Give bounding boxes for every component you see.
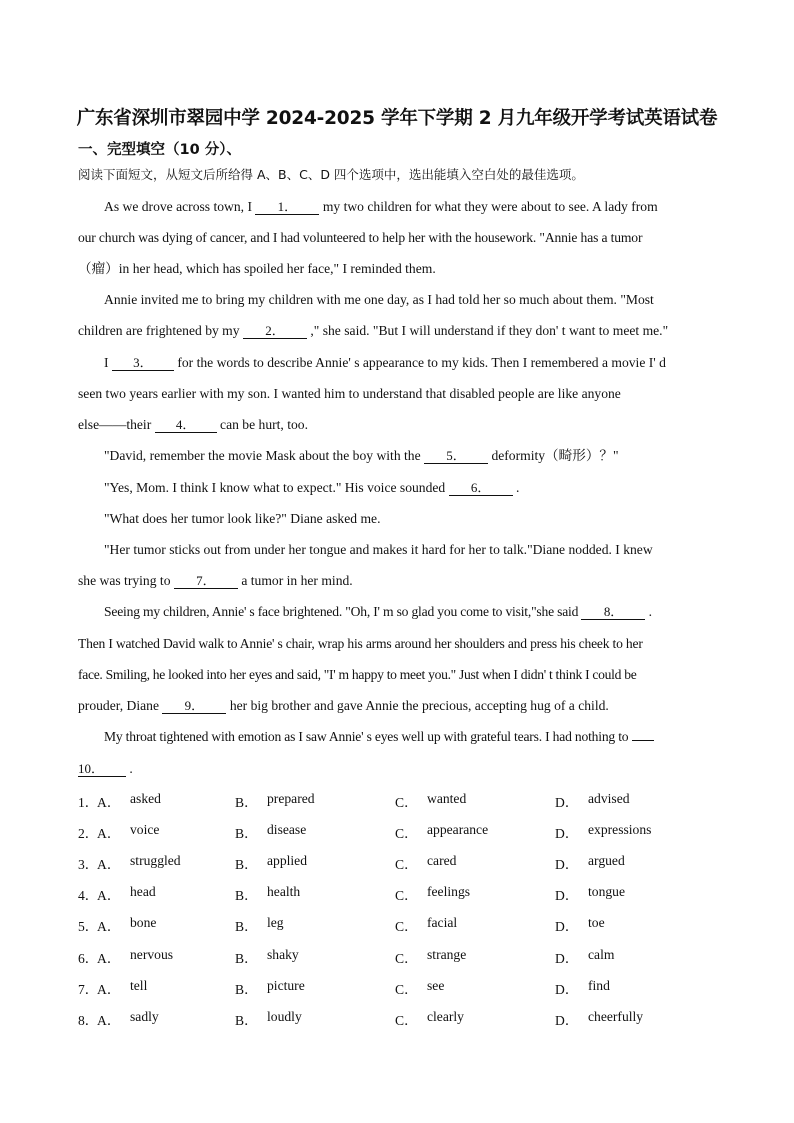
- blank-8: 8．: [581, 604, 645, 620]
- passage-line: [104, 728, 654, 746]
- blank-3: 3．: [112, 355, 174, 371]
- option-b: shaky: [267, 947, 299, 962]
- option-a: tell: [130, 978, 148, 993]
- passage-text: Annie invited me to bring my children with me one day, as I had told her so much about them. "Most: [104, 292, 654, 307]
- passage-text: （瘤）in her head, which has spoiled her face," I reminded them.: [78, 261, 436, 276]
- option-d: argued: [588, 853, 625, 868]
- passage-line: [104, 291, 654, 309]
- option-letter-c: C．: [395, 826, 418, 841]
- passage-text: our church was dying of cancer, and I had volunteered to help her with the housework. "Annie has a tumor: [78, 230, 643, 245]
- passage-text: she was trying to: [78, 573, 171, 588]
- option-a: voice: [130, 822, 160, 837]
- passage-text: can be hurt, too.: [220, 417, 309, 432]
- option-letter-b: B．: [235, 795, 258, 810]
- option-d: find: [588, 978, 610, 993]
- passage-text: for the words to describe Annie' s appearance to my kids. Then I remembered a movie I' d: [177, 355, 666, 370]
- passage-line: [78, 260, 436, 278]
- passage-text: prouder, Diane: [78, 698, 159, 713]
- option-letter-c: C．: [395, 982, 418, 997]
- blank-4: 4．: [155, 417, 217, 433]
- option-letter-b: B．: [235, 857, 258, 872]
- option-letter-c: C．: [395, 951, 418, 966]
- blank-1: 1．: [255, 199, 319, 215]
- option-letter-d: D．: [555, 826, 579, 841]
- option-letter-a: A．: [97, 826, 121, 841]
- passage-text: "Yes, Mom. I think I know what to expect." His voice sounded: [104, 480, 446, 495]
- passage-text: .: [648, 604, 652, 619]
- option-letter-d: D．: [555, 1013, 579, 1028]
- option-b: applied: [267, 853, 308, 868]
- option-c: appearance: [427, 822, 489, 837]
- option-letter-a: A．: [97, 888, 121, 903]
- blank-9: 9．: [162, 698, 226, 714]
- passage-line: [78, 572, 353, 590]
- passage-text: As we drove across town, I: [104, 199, 252, 214]
- option-letter-d: D．: [555, 857, 579, 872]
- passage-text: "Her tumor sticks out from under her tongue and makes it hard for her to talk."Diane nodded. I knew: [104, 542, 653, 557]
- blank-7: 7．: [174, 573, 238, 589]
- option-b: picture: [267, 978, 305, 993]
- question-number: 3．: [78, 857, 99, 872]
- passage-line: [104, 603, 652, 621]
- option-c: cared: [427, 853, 457, 868]
- passage-text: "What does her tumor look like?" Diane asked me.: [104, 511, 381, 526]
- option-letter-c: C．: [395, 888, 418, 903]
- passage-text: seen two years earlier with my son. I wanted him to understand that disabled people are like anyone: [78, 386, 621, 401]
- passage-text: ," she said. "But I will understand if they don' t want to meet me.": [310, 323, 669, 338]
- passage-line: [104, 354, 666, 372]
- question-number: 1．: [78, 795, 99, 810]
- question-number: 6．: [78, 951, 99, 966]
- option-c: clearly: [427, 1009, 464, 1024]
- blank-10: 10．: [78, 761, 126, 777]
- passage-line: [104, 198, 658, 216]
- passage-line: [78, 635, 643, 653]
- option-letter-a: A．: [97, 857, 121, 872]
- passage-text: else——their: [78, 417, 152, 432]
- option-letter-c: C．: [395, 857, 418, 872]
- passage-line: [78, 666, 636, 684]
- option-a: struggled: [130, 853, 181, 868]
- passage-text: Then I watched David walk to Annie' s chair, wrap his arms around her shoulders and press his cheek to her: [78, 636, 643, 651]
- option-letter-b: B．: [235, 888, 258, 903]
- option-c: feelings: [427, 884, 471, 899]
- option-d: cheerfully: [588, 1009, 644, 1024]
- passage-text: My throat tightened with emotion as I saw Annie' s eyes well up with grateful tears. I had nothing to: [104, 729, 629, 744]
- question-number: 7．: [78, 982, 99, 997]
- passage-line: [104, 510, 380, 528]
- option-letter-a: A．: [97, 1013, 121, 1028]
- blank-tail: [632, 740, 654, 741]
- blank-5: 5．: [424, 448, 488, 464]
- option-letter-a: A．: [97, 982, 121, 997]
- option-b: health: [267, 884, 301, 899]
- option-d: tongue: [588, 884, 625, 899]
- option-letter-d: D．: [555, 982, 579, 997]
- option-b: prepared: [267, 791, 315, 806]
- option-d: calm: [588, 947, 615, 962]
- option-letter-a: A．: [97, 951, 121, 966]
- option-a: bone: [130, 915, 157, 930]
- passage-line: [78, 229, 642, 247]
- option-letter-c: C．: [395, 795, 418, 810]
- blank-2: 2．: [243, 323, 307, 339]
- option-a: head: [130, 884, 156, 899]
- option-letter-b: B．: [235, 1013, 258, 1028]
- passage-text: a tumor in her mind.: [241, 573, 353, 588]
- exam-title: 广东省深圳市翠园中学 2024-2025 学年下学期 2 月九年级开学考试英语试卷: [76, 108, 718, 129]
- question-number: 4．: [78, 888, 99, 903]
- passage-text: face. Smiling, he looked into her eyes and said, "I' m happy to meet you." Just when I didn' t think I could be: [78, 667, 637, 682]
- instructions: 阅读下面短文，从短文后所给得 A、B、C、D 四个选项中，选出能填入空白处的最佳选项。: [78, 167, 584, 182]
- option-letter-c: C．: [395, 1013, 418, 1028]
- passage-text: .: [516, 480, 520, 495]
- option-letter-d: D．: [555, 795, 579, 810]
- option-letter-b: B．: [235, 826, 258, 841]
- option-a: nervous: [130, 947, 174, 962]
- option-b: leg: [267, 915, 284, 930]
- option-letter-d: D．: [555, 951, 579, 966]
- question-number: 8．: [78, 1013, 99, 1028]
- option-c: strange: [427, 947, 467, 962]
- option-d: toe: [588, 915, 605, 930]
- passage-text: "David, remember the movie Mask about the boy with the: [104, 448, 421, 463]
- passage-text: .: [129, 761, 133, 776]
- passage-line: [104, 541, 653, 559]
- option-letter-a: A．: [97, 795, 121, 810]
- passage-line: [78, 760, 133, 778]
- option-b: loudly: [267, 1009, 302, 1024]
- passage-line: [78, 322, 668, 340]
- question-number: 2．: [78, 826, 99, 841]
- option-c: wanted: [427, 791, 467, 806]
- option-c: facial: [427, 915, 458, 930]
- option-c: see: [427, 978, 445, 993]
- question-number: 5．: [78, 919, 99, 934]
- option-letter-b: B．: [235, 951, 258, 966]
- option-letter-d: D．: [555, 888, 579, 903]
- blank-6: 6．: [449, 480, 513, 496]
- passage-text: her big brother and gave Annie the precious, accepting hug of a child.: [229, 698, 609, 713]
- passage-text: children are frightened by my: [78, 323, 240, 338]
- passage-line: [104, 479, 519, 497]
- option-a: asked: [130, 791, 161, 806]
- passage-line: [78, 385, 621, 403]
- option-a: sadly: [130, 1009, 159, 1024]
- passage-text: deformity（畸形）？": [491, 448, 619, 463]
- option-d: advised: [588, 791, 630, 806]
- option-letter-c: C．: [395, 919, 418, 934]
- option-d: expressions: [588, 822, 652, 837]
- option-letter-d: D．: [555, 919, 579, 934]
- passage-line: [78, 416, 308, 434]
- passage-text: I: [104, 355, 109, 370]
- option-letter-b: B．: [235, 919, 258, 934]
- passage-text: my two children for what they were about to see. A lady from: [322, 199, 658, 214]
- section-heading: 一、完型填空（10 分）、: [78, 142, 241, 158]
- option-letter-a: A．: [97, 919, 121, 934]
- passage-line: [104, 447, 619, 465]
- passage-text: Seeing my children, Annie' s face brightened. "Oh, I' m so glad you come to visit,"she said: [104, 604, 579, 619]
- passage-line: [78, 697, 609, 715]
- option-b: disease: [267, 822, 307, 837]
- option-letter-b: B．: [235, 982, 258, 997]
